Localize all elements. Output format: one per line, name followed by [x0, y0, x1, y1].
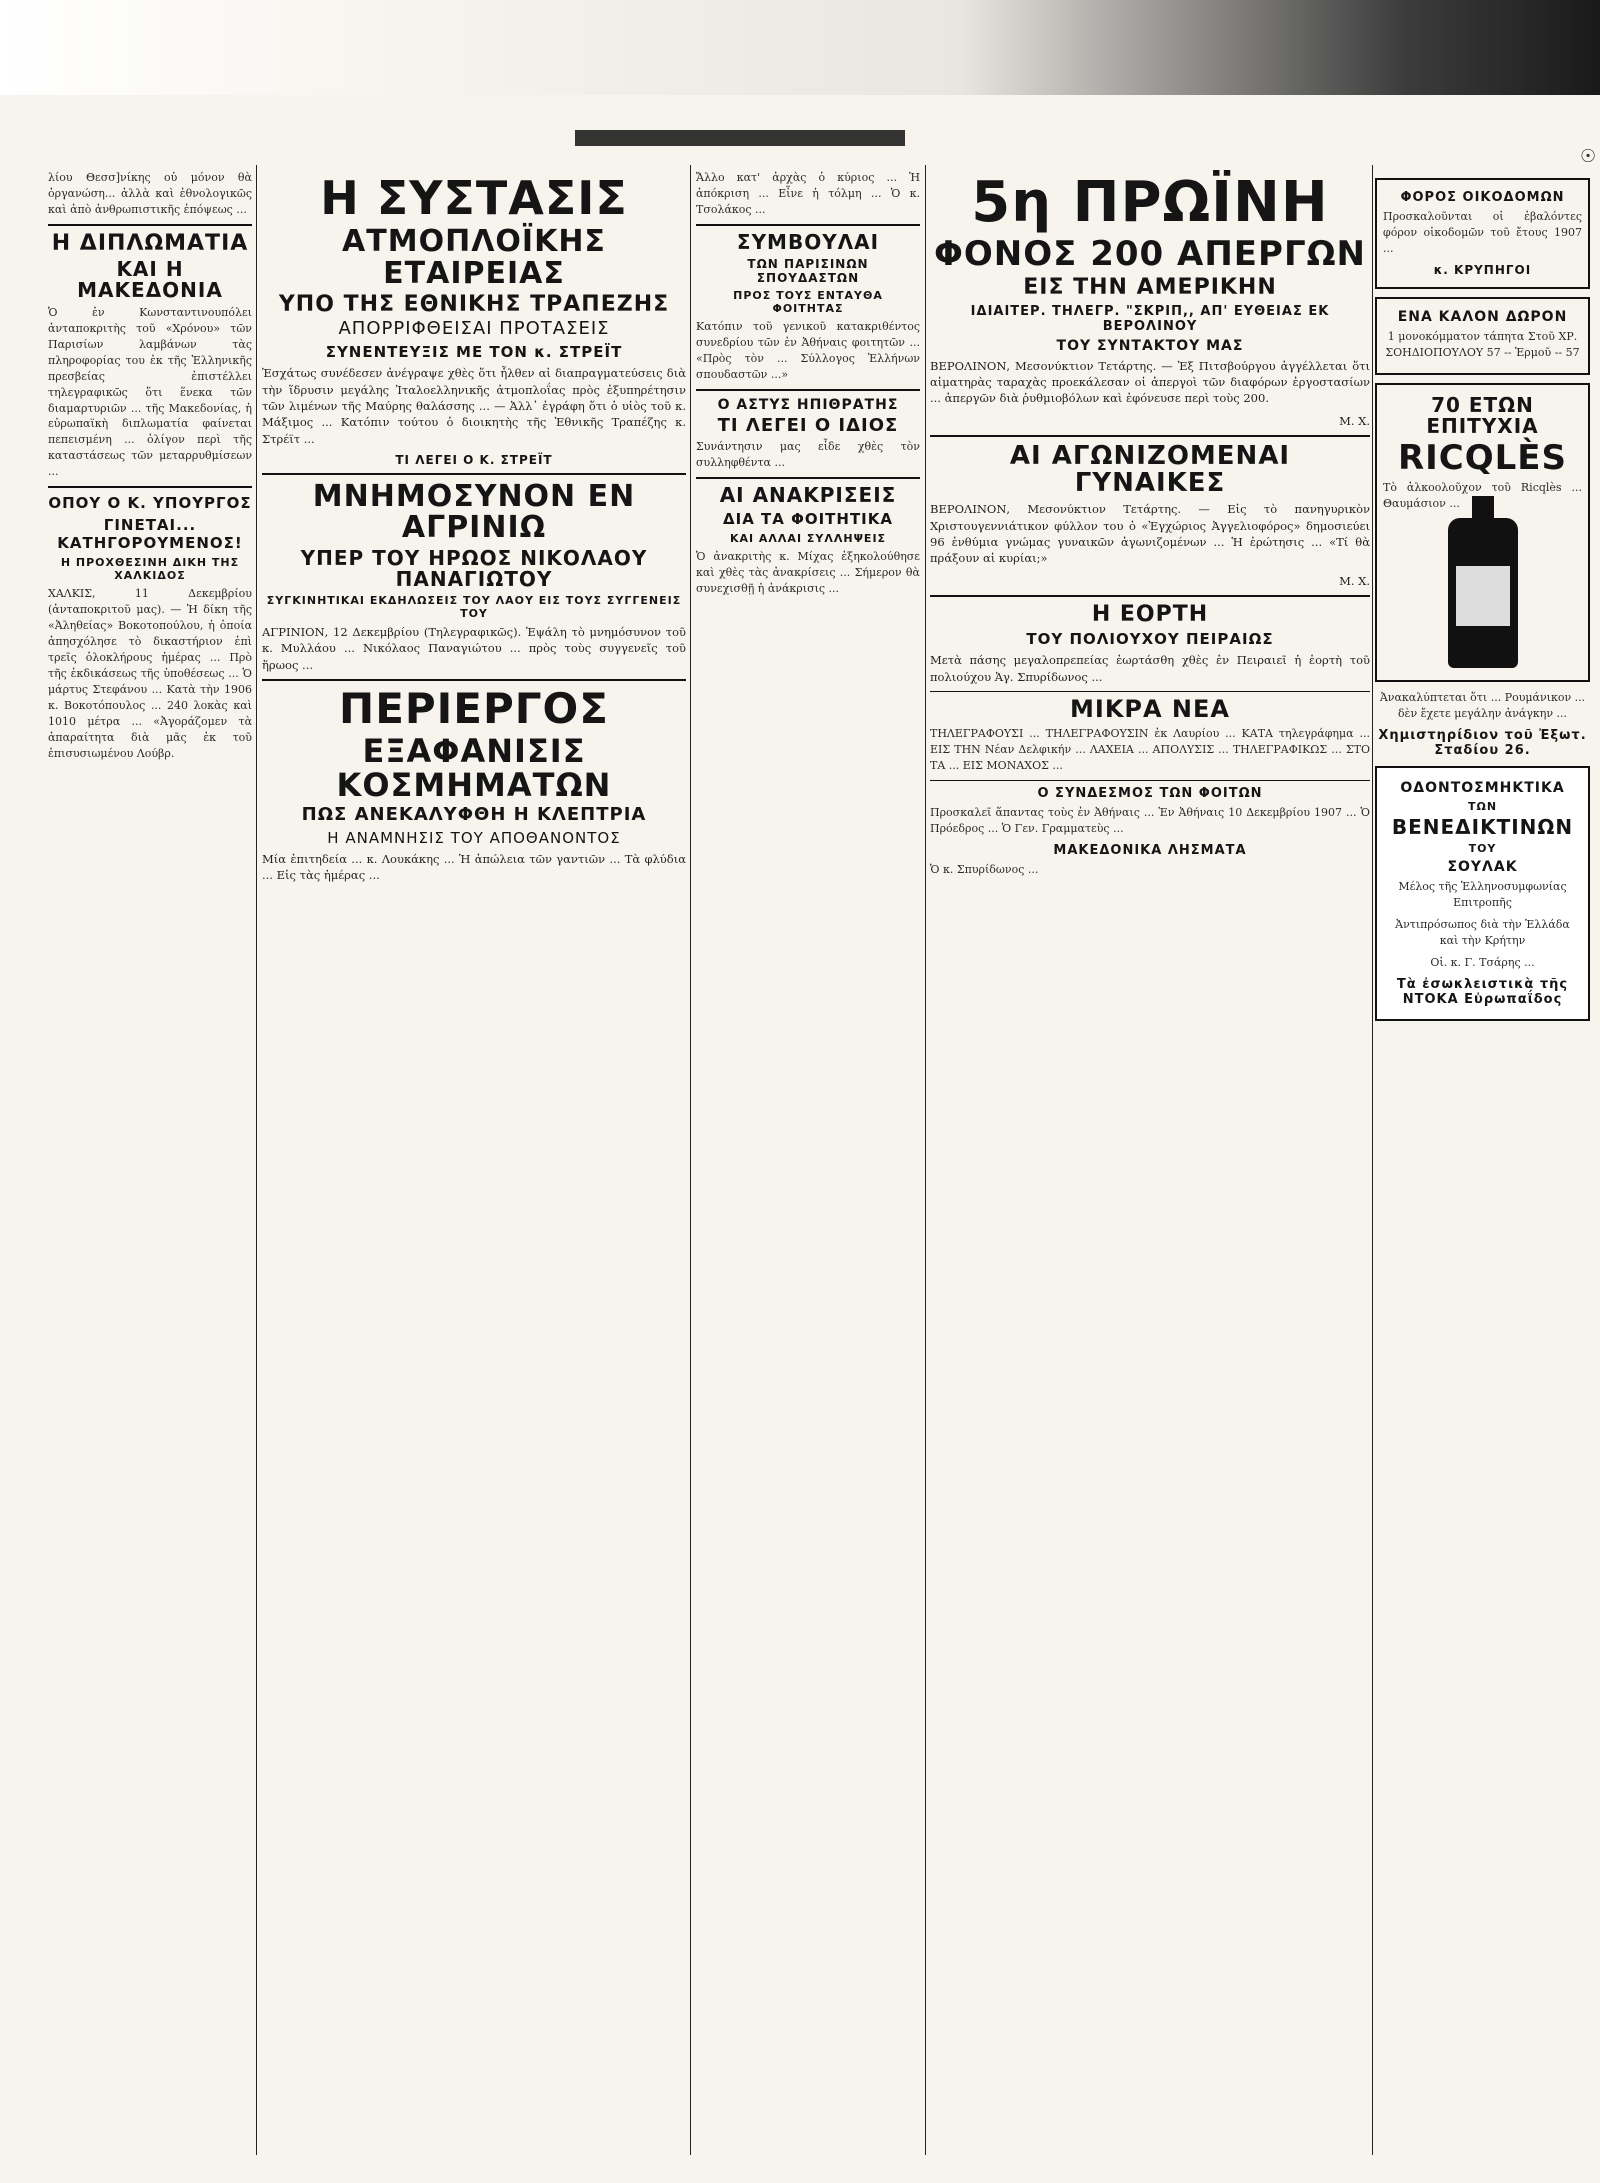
- headline: ΠΕΡΙΕΡΓΟΣ: [339, 683, 609, 733]
- signature: Μ. Χ.: [1339, 413, 1370, 428]
- column-2: [262, 170, 686, 2160]
- divider: [930, 595, 1370, 597]
- headline: ΣΥΜΒΟΥΛΑΙ: [736, 229, 880, 254]
- subheadline: ΤΟΥ ΣΥΝΤΑΚΤΟΥ ΜΑΣ: [1056, 337, 1244, 354]
- ad-title: ΦΟΡΟΣ ΟΙΚΟΔΟΜΩΝ: [1400, 190, 1565, 205]
- article-text: λίου Θεσσ]νίκης οὐ μόνον θὰ ὀργανώση... ἀλλὰ καὶ ἐθνολογικῶς καὶ ἀπὸ ἀνθρωπιστικῆς ἐπόψεως ...: [48, 171, 252, 216]
- ad-text: Τὸ ἀλκοολοῦχον τοῦ Ricqlès ... Θαυμάσιον ...: [1383, 481, 1582, 511]
- ad-sign: κ. ΚΡΥΠΗΓΟΙ: [1433, 262, 1532, 277]
- headline: ΜΝΗΜΟΣΥΝΟΝ ΕΝ ΑΓΡΙΝΙΩ: [312, 478, 636, 546]
- article-text: Ἄλλο κατ' ἀρχὰς ὁ κύριος ... Ἡ ἀπόκριση ... Εἶνε ἡ τόλμη ... Ὁ κ. Τσολάκος ...: [696, 171, 920, 216]
- subheadline: ΔΙΑ ΤΑ ΦΟΙΤΗΤΙΚΑ: [723, 510, 893, 529]
- headline: 5η ΠΡΩΪΝΗ: [971, 170, 1329, 235]
- article-text: Ὁ ἐν Κωνσταντινουπόλει ἀνταποκριτὴς τοῦ «Χρόνου» τῶν Παρισίων λαμβάνων τὰς πληροφορίας του ἐκ τῆς Ἑλληνικῆς πρεσβείας ἐπιστέλλει τηλεγραφικῶς ὅτι ἕνεκα τῶν διαμαρτυριῶν ... τῆς Μακεδονίας, ἡ εὐρωπαϊκὴ διπλωματία φαίνεται πεπεισμένη ... ὀλίγον περὶ τῆς καταστάσεως τῶν μεταρρυθμίσεων ...: [48, 305, 252, 479]
- ad-text: Ἀνακαλύπτεται ὅτι ... Ρουμάνικον ... δὲν ἔχετε μεγάλην ἀνάγκην ...: [1379, 691, 1586, 721]
- headline: ΥΠΕΡ ΤΟΥ ΗΡΩΟΣ ΝΙΚΟΛΑΟΥ ΠΑΝΑΓΙΩΤΟΥ: [300, 545, 648, 591]
- article-text: Μία ἐπιτηδεία ... κ. Λουκάκης ... Ἡ ἀπώλεια τῶν γαντιῶν ... Τὰ φλύδια ... Εἰς τὰς ἡμέρας ...: [262, 852, 686, 883]
- headline: ΤΙ ΛΕΓΕΙ Ο ΙΔΙΟΣ: [717, 414, 899, 436]
- subheadline: ΠΩΣ ΑΝΕΚΑΛΥΦΘΗ Η ΚΛΕΠΤΡΙΑ: [301, 804, 647, 826]
- headline: ΑΤΜΟΠΛΟΪΚΗΣ ΕΤΑΙΡΕΙΑΣ: [342, 224, 606, 291]
- article-text: Ὁ κ. Σπυρίδωνος ...: [930, 862, 1039, 876]
- advertisement: [1375, 178, 1590, 289]
- column-rule: [1372, 165, 1373, 2155]
- ad-text: Ἀντιπρόσωπος διὰ τὴν Ἑλλάδα καὶ τὴν Κρήτην: [1395, 918, 1570, 947]
- subheadline: ΣΥΝΕΝΤΕΥΞΙΣ ΜΕ ΤΟΝ κ. ΣΤΡΕΪΤ: [325, 343, 623, 362]
- headline: Η ΕΟΡΤΗ: [1091, 602, 1209, 628]
- headline: ΦΟΝΟΣ 200 ΑΠΕΡΓΩΝ: [934, 233, 1366, 274]
- headline: ΑΙ ΑΝΑΚΡΙΣΕΙΣ: [719, 483, 897, 508]
- divider: [930, 691, 1370, 692]
- article-text: Ἐσχάτως συνέδεσεν ἀνέγραψε χθὲς ὅτι ἦλθεν αἱ διαπραγματεύσεις διὰ τὴν ἵδρυσιν μεγάλης Ἰταλοελληνικῆς ἀτμοπλοΐας πρὸς ἐξυπηρέτησιν τῶν λιμένων τῆς Μαύρης θαλάσσης ... — Ἀλλ᾽ ἐγράφη ὅτι ὁ υἱὸς τοῦ κ. Μάξιμος ... Κατόπιν τούτου ὁ διοικητὴς τῆς Ἐθνικῆς Τραπέζης κ. Στρέϊτ ...: [262, 366, 686, 446]
- ad-text: ΤΟΥ: [1468, 842, 1497, 856]
- column-rule: [690, 165, 691, 2155]
- headline: ΜΙΚΡΑ ΝΕΑ: [1070, 694, 1230, 723]
- ad-title: Τὰ ἐσωκλειστικὰ τῆς ΝΤΟΚΑ Εὐρωπαΐδος: [1396, 976, 1569, 1007]
- article-text: ΒΕΡΟΛΙΝΟΝ, Μεσονύκτιον Τετάρτης. — Ἐξ Πιτσβούργου ἀγγέλλεται ὅτι αἱματηρὰς ταραχὰς προεκάλεσαν οἱ ἀπεργοὶ τῶν διαφόρων ἐργοστασίων ... ἀπεργῶν διὰ ῥυθμιοβόλων καὶ ἐφόνευσε περὶ τοὺς 200.: [930, 358, 1370, 406]
- article-text: ΒΕΡΟΛΙΝΟΝ, Μεσονύκτιον Τετάρτης. — Εἰς τὸ πανηγυρικὸν Χριστουγεννιάτικον φύλλον του ὁ «Ἐγχώριος Ἀγγελιοφόρος» δημοσιεύει 96 ἐνθύμια γνώμας γυναικῶν ἀγωνιζομένων ... Ἡ ἐρώτησις ... «Τί θὰ πράξουν αἱ κυρίαι;»: [930, 502, 1370, 566]
- headline: Η ΔΙΠΛΩΜΑΤΙΑ: [51, 230, 249, 256]
- signature: Μ. Χ.: [1339, 573, 1370, 588]
- article-text: Συνάντησιν μας εἶδε χθὲς τὸν συλληφθέντα ...: [696, 440, 920, 470]
- headline: ΟΠΟΥ Ο Κ. ΥΠΟΥΡΓΟΣ: [48, 494, 252, 513]
- article-text: ΤΗΛΕΓΡΑΦΟΥΣΙ ... ΤΗΛΕΓΡΑΦΟΥΣΙΝ ἐκ Λαυρίου ... ΚΑΤΑ τηλεγράφημα ... ΕΙΣ ΤΗΝ Νέαν Δελφικήν ... ΛΑΧΕΙΑ ... ΑΠΟΛΥΣΙΣ ... ΤΗΛΕΓΡΑΦΙΚΩΣ ... ΣΤΟ ΤΑ ... ΕΙΣ ΜΟΝΑΧΟΣ ...: [930, 727, 1370, 772]
- ad-text: 1 μονοκόμματον τάπητα Στοῦ ΧΡ. ΣΟΗΔΙΟΠΟΥΛΟΥ 57 -- Ἑρμοῦ -- 57: [1385, 329, 1580, 359]
- subheadline: Ο ΣΥΝΔΕΣΜΟΣ ΤΩΝ ΦΟΙΤΩΝ: [1037, 785, 1263, 801]
- article-text: Μετὰ πάσης μεγαλοπρεπείας ἐωρτάσθη χθὲς ἐν Πειραιεῖ ἡ ἑορτὴ τοῦ πολιούχου Ἁγ. Σπυρίδωνος ...: [930, 653, 1370, 684]
- article-text: Ὁ ἀνακριτὴς κ. Μίχας ἐξηκολούθησε καὶ χθὲς τὰς ἀνακρίσεις ... Σήμερον θὰ συνεχισθῇ ἡ ἀνάκρισις ...: [696, 550, 920, 596]
- masthead-bar: [575, 130, 905, 146]
- column-rule: [925, 165, 926, 2155]
- subheadline: ΤΟΥ ΠΟΛΙΟΥΧΟΥ ΠΕΙΡΑΙΩΣ: [1026, 630, 1274, 649]
- divider: [930, 780, 1370, 781]
- divider: [48, 486, 252, 488]
- divider: [696, 389, 920, 391]
- column-1: [48, 170, 252, 2160]
- column-4: [930, 170, 1370, 2160]
- divider: [696, 477, 920, 479]
- subheadline: ΠΡΟΣ ΤΟΥΣ ΕΝΤΑΥΘΑ ΦΟΙΤΗΤΑΣ: [733, 288, 883, 315]
- subheadline: Η ΑΝΑΜΝΗΣΙΣ ΤΟΥ ΑΠΟΘΑΝΟΝΤΟΣ: [327, 829, 621, 848]
- brand-name: RICQLÈS: [1397, 437, 1568, 478]
- headline: ΕΞΑΦΑΝΙΣΙΣ ΚΟΣΜΗΜΑΤΩΝ: [336, 732, 612, 804]
- subheadline: ΜΑΚΕΔΟΝΙΚΑ ΛΗΣΜΑΤΑ: [1053, 842, 1247, 858]
- article-text: Προσκαλεῖ ἅπαντας τοὺς ἐν Ἀθήναις ... Ἐν Ἀθήναις 10 Δεκεμβρίου 1907 ... Ὁ Πρόεδρος ... Ὁ Γεν. Γραμματεὺς ...: [930, 805, 1370, 835]
- ad-text: Προσκαλοῦνται οἱ ἐβαλόντες φόρον οἰκοδομῶν τοῦ ἔτους 1907 ...: [1383, 210, 1582, 255]
- ad-title: ΣΟΥΛΑΚ: [1447, 859, 1518, 876]
- bottle-icon: [1448, 518, 1518, 668]
- column-rule: [256, 165, 257, 2155]
- subheadline: Η ΠΡΟΧΘΕΣΙΝΗ ΔΙΚΗ ΤΗΣ ΧΑΛΚΙΔΟΣ: [60, 556, 240, 583]
- scan-shadow: [0, 0, 1600, 95]
- headline: ΚΑΙ Η ΜΑΚΕΔΟΝΙΑ: [77, 256, 223, 302]
- divider: [696, 224, 920, 226]
- ad-text: Χημιστηρίδιον τοῦ Ἐξωτ. Σταδίου 26.: [1378, 728, 1587, 759]
- headline: ΥΠΟ ΤΗΣ ΕΘΝΙΚΗΣ ΤΡΑΠΕΖΗΣ: [278, 292, 670, 318]
- advertisement: [1375, 383, 1590, 683]
- ad-title: 70 ΕΤΩΝ ΕΠΙΤΥΧΙΑ: [1426, 392, 1539, 438]
- ad-text: Μέλος τῆς Ἑλληνοσυμφωνίας Επιτροπῆς: [1398, 880, 1567, 910]
- article-text: ΧΑΛΚΙΣ, 11 Δεκεμβρίου (ἀνταποκριτοῦ μας). — Ἡ δίκη τῆς «Ἀληθείας» Βοκοτοπούλου, ἡ ὁποία ἀπησχόλησε τὸ δικαστήριον ἐπὶ τρεῖς ὁλοκλήρους ἡμέρας ... Πρὸ τῆς ἐκδικάσεως τῆς ὑποθέσεως ... Ὁ μάρτυς Στεφάνου ... Κατὰ τὴν 1906 κ. Βοκοτόπουλος ... 240 λοκὰς καὶ 1010 μέτρα ... «Ἀγοράζομεν τὰ ἀπαραίτητα διὰ μᾶς ἐκ τοῦ ἐπισυσιωμένου Λούβρ.: [48, 587, 252, 760]
- ad-title: ΒΕΝΕΔΙΚΤΙΝΩΝ: [1391, 815, 1574, 840]
- subheadline: ΤΩΝ ΠΑΡΙΣΙΝΩΝ ΣΠΟΥΔΑΣΤΩΝ: [747, 256, 869, 285]
- column-3: [696, 170, 920, 2160]
- headline: ΑΙ ΑΓΩΝΙΖΟΜΕΝΑΙ ΓΥΝΑΙΚΕΣ: [1009, 440, 1291, 499]
- divider: [262, 473, 686, 475]
- subheadline: ΚΑΙ ΑΛΛΑΙ ΣΥΛΛΗΨΕΙΣ: [729, 532, 887, 546]
- ad-title: ΟΔΟΝΤΟΣΜΗΚΤΙΚΑ: [1400, 780, 1565, 797]
- ad-text: Οἱ. κ. Γ. Τσάρης ...: [1430, 955, 1535, 969]
- headline: Ο ΑΣΤΥΣ ΗΠΙΘΡΑΤΗΣ: [717, 396, 899, 413]
- divider: [262, 679, 686, 681]
- ad-title: ΕΝΑ ΚΑΛΟΝ ΔΩΡΟΝ: [1397, 308, 1568, 325]
- subheadline: ΑΠΟΡΡΙΦΘΕΙΣΑΙ ΠΡΟΤΑΣΕΙΣ: [338, 318, 610, 340]
- divider: [930, 435, 1370, 437]
- advertisement: [1375, 297, 1590, 375]
- subheadline: ΙΔΙΑΙΤΕΡ. ΤΗΛΕΓΡ. "ΣΚΡΙΠ,, ΑΠ' ΕΥΘΕΙΑΣ ΕΚ ΒΕΡΟΛΙΝΟΥ: [970, 303, 1330, 334]
- advertisement: [1375, 766, 1590, 1021]
- subheadline: ΤΙ ΛΕΓΕΙ Ο Κ. ΣΤΡΕΪΤ: [395, 452, 553, 467]
- headline: Η ΣΥΣΤΑΣΙΣ: [320, 171, 628, 225]
- headline: ΓΙΝΕΤΑΙ... ΚΑΤΗΓΟΡΟΥΜΕΝΟΣ!: [57, 516, 243, 553]
- subheadline: ΣΥΓΚΙΝΗΤΙΚΑΙ ΕΚΔΗΛΩΣΕΙΣ ΤΟΥ ΛΑΟΥ ΕΙΣ ΤΟΥΣ ΣΥΓΓΕΝΕΙΣ ΤΟΥ: [266, 593, 682, 620]
- ad-text: ΤΩΝ: [1467, 800, 1498, 814]
- corner-mark: ☉: [1580, 146, 1597, 167]
- article-text: Κατόπιν τοῦ γενικοῦ κατακριθέντος συνεδρίου τῶν ἐν Ἀθήναις φοιτητῶν ... «Πρὸς τὸν ... Σύλλογος Ἑλλήνων σπουδαστῶν ...»: [696, 319, 920, 381]
- headline: ΕΙΣ ΤΗΝ ΑΜΕΡΙΚΗΝ: [1023, 275, 1277, 301]
- article-text: ΑΓΡΙΝΙΟΝ, 12 Δεκεμβρίου (Τηλεγραφικῶς). Ἐψάλη τὸ μνημόσυνον τοῦ κ. Μυλλάου ... Νικόλαος Παναγιώτου ... πρὸς τοὺς συγγενεῖς τοῦ ἥρωος ...: [262, 624, 686, 672]
- column-5: [1375, 170, 1590, 2160]
- divider: [48, 224, 252, 226]
